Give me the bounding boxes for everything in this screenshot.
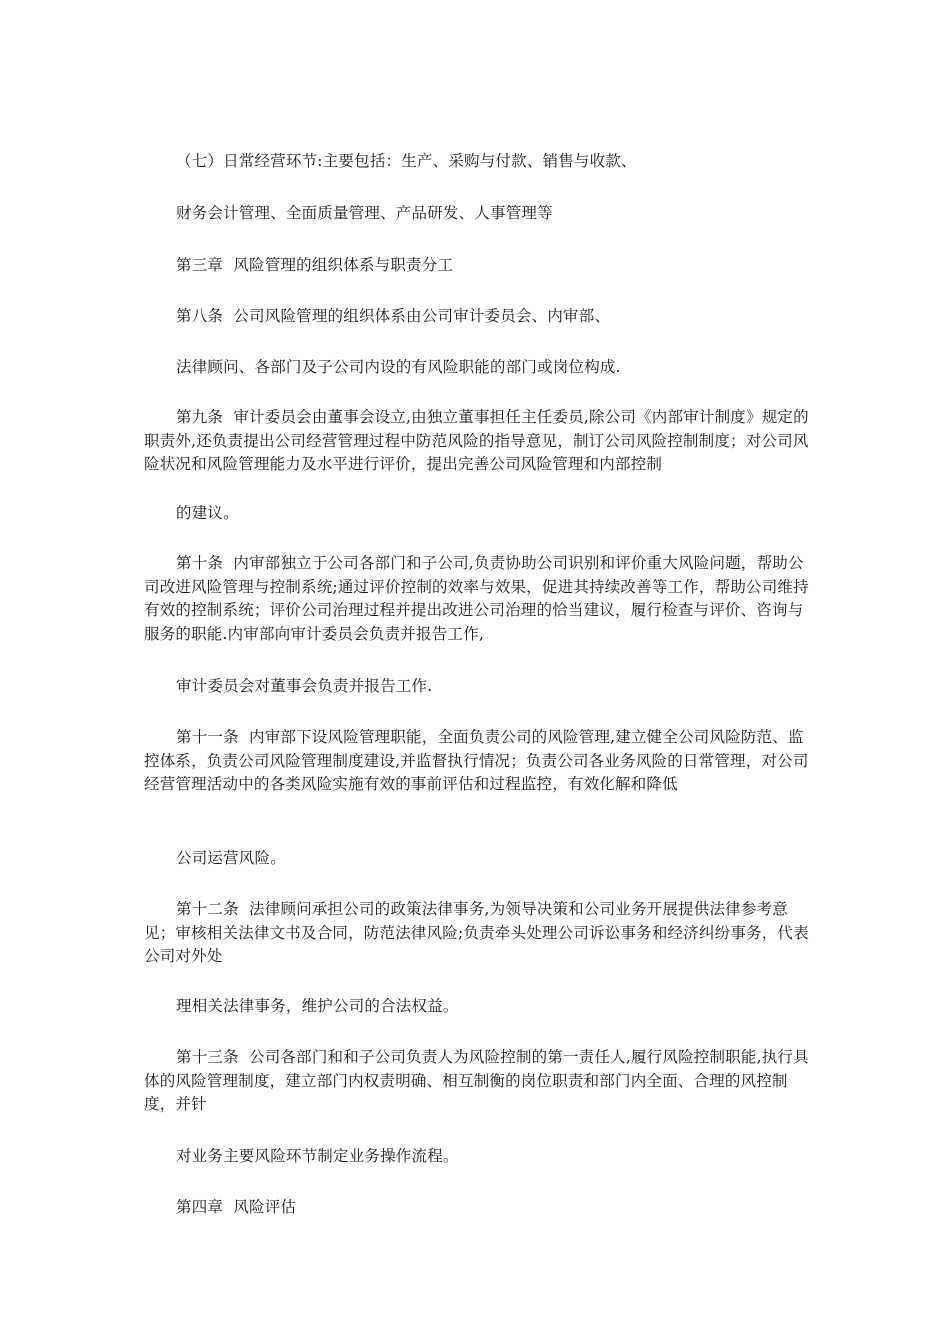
article-twelve: 第十二条 法律顾问承担公司的政策法律事务,为领导决策和公司业务开展提供法律参考意见；审核相关法律文书及合同，防范法律风险;负责牵头处理公司诉讼事务和经济纠纷事务，代表公司对外处: [144, 900, 809, 965]
article-eight-cont: 法律顾问、各部门及子公司内设的有风险职能的部门或岗位构成.: [176, 358, 621, 376]
paragraph-operating-links: （七）日常经营环节:主要包括：生产、采购与付款、销售与收款、: [176, 152, 637, 170]
paragraph-operating-links-cont: 财务会计管理、全面质量管理、产品研发、人事管理等: [176, 204, 553, 222]
article-nine-cont: 的建议。: [176, 504, 239, 522]
article-eleven-cont: 公司运营风险。: [176, 849, 286, 867]
article-eleven: 第十一条 内审部下设风险管理职能，全面负责公司的风险管理,建立健全公司风险防范、监控体系，负责公司风险管理制度建设,并监督执行情况；负责公司各业务风险的日常管理，对公司经营管理活动中的各类风险实施有效的事前评估和过程监控，有效化解和降低: [144, 728, 809, 793]
chapter-three-heading: 第三章 风险管理的组织体系与职责分工: [176, 256, 454, 274]
article-twelve-cont: 理相关法律事务，维护公司的合法权益。: [176, 997, 459, 1015]
article-ten: 第十条 内审部独立于公司各部门和子公司,负责协助公司识别和评价重大风险问题，帮助公司改进风险管理与控制系统;通过评价控制的效率与效果，促进其持续改善等工作，帮助公司维持有效的控制系统；评价公司治理过程并提出改进公司治理的恰当建议，履行检查与评价、咨询与服务的职能.内审部向审计委员会负责并报告工作,: [144, 554, 809, 643]
chapter-four-heading: 第四章 风险评估: [176, 1198, 297, 1216]
article-thirteen-cont: 对业务主要风险环节制定业务操作流程。: [176, 1147, 459, 1165]
article-thirteen: 第十三条 公司各部门和和子公司负责人为风险控制的第一责任人,履行风险控制职能,执行具体的风险管理制度，建立部门内权责明确、相互制衡的岗位职责和部门内全面、合理的风控制度，并针: [144, 1048, 809, 1113]
article-nine: 第九条 审计委员会由董事会设立,由独立董事担任主任委员,除公司《内部审计制度》规定的职责外,还负责提出公司经营管理过程中防范风险的指导意见，制订公司风险控制制度；对公司风险状况和风险管理能力及水平进行评价，提出完善公司风险管理和内部控制: [144, 408, 809, 473]
article-ten-cont: 审计委员会对董事会负责并报告工作.: [176, 677, 433, 695]
article-eight: 第八条 公司风险管理的组织体系由公司审计委员会、内审部、: [176, 307, 611, 325]
